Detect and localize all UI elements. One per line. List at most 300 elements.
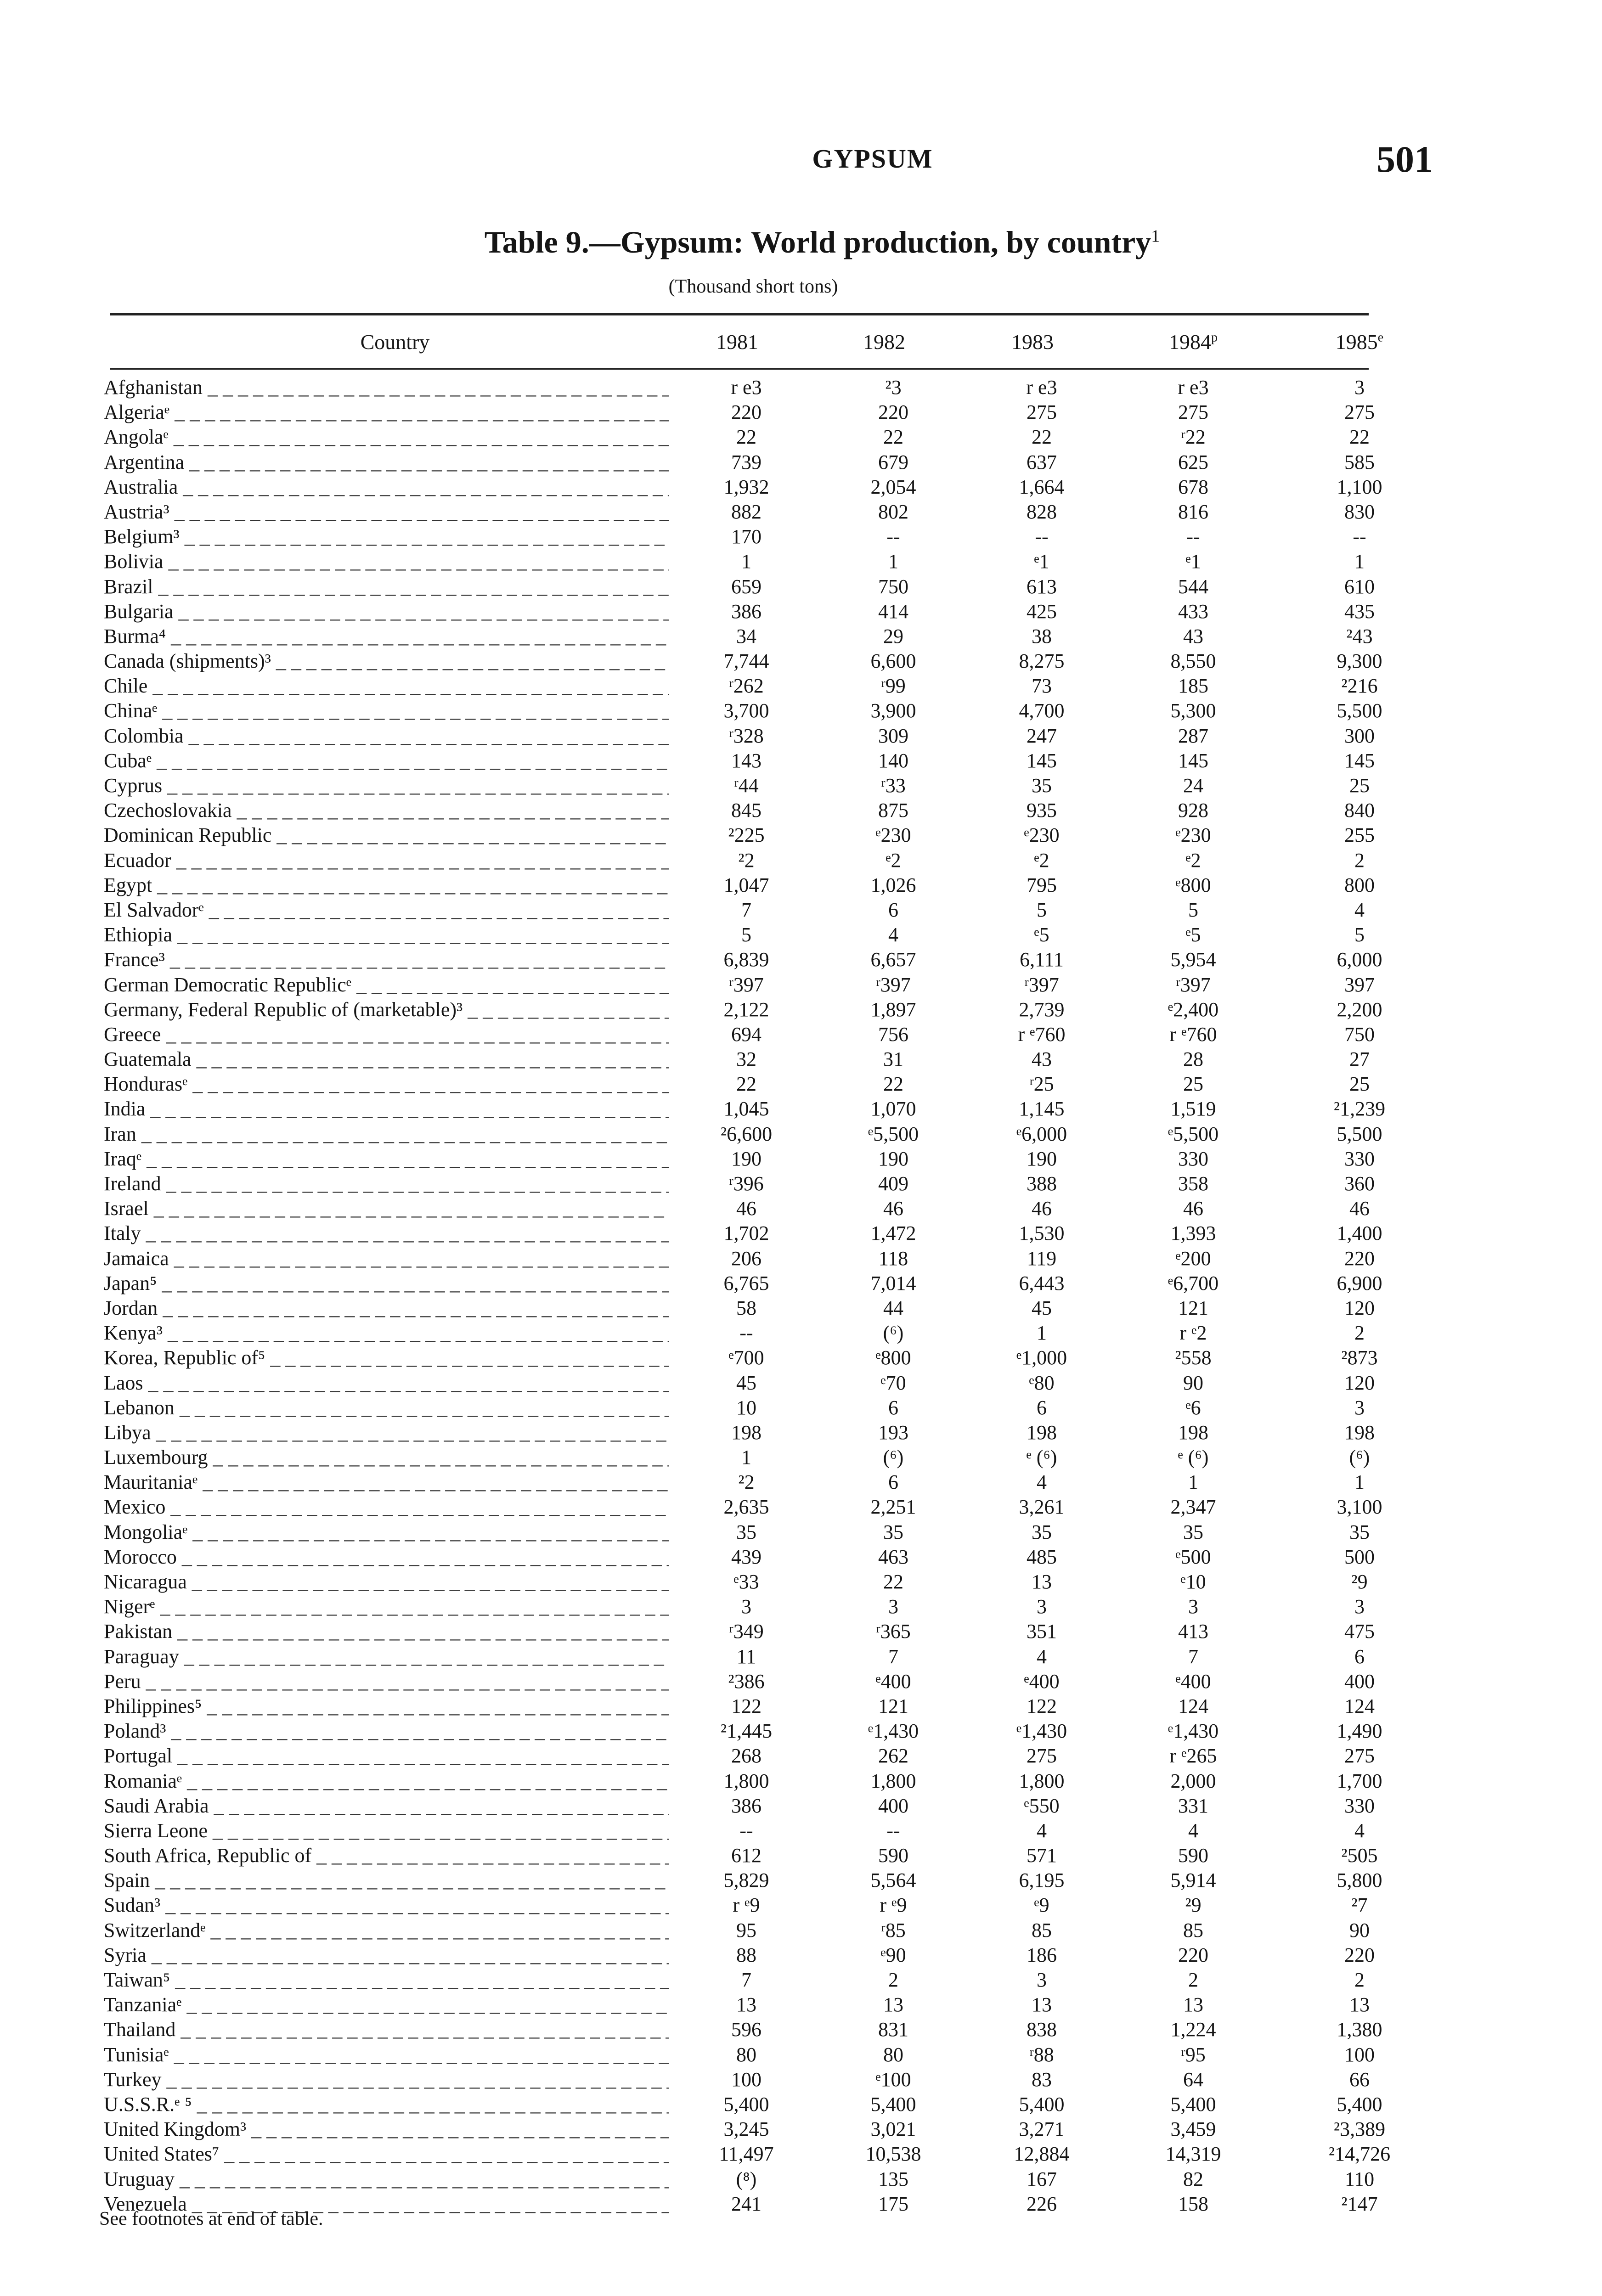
country-name: Germany, Federal Republic of (marketable)³ _ _ _ — [104, 998, 669, 1021]
value-cell: 6,600 — [870, 650, 916, 673]
value-cell: 6 — [1354, 1645, 1365, 1668]
value-cell: 4 — [888, 923, 898, 946]
country-name: France³ _ _ _ — [104, 948, 669, 971]
table-row — [0, 1744, 1602, 1769]
value-cell: 1,026 — [870, 873, 916, 896]
value-cell: ²3 — [885, 376, 902, 399]
table-row — [0, 400, 1602, 425]
value-cell: 2,635 — [723, 1496, 769, 1519]
value-cell: 25 — [1349, 1073, 1370, 1096]
value-cell: ᵉ230 — [1024, 824, 1060, 847]
value-cell: 1,400 — [1337, 1222, 1382, 1245]
table-row — [0, 799, 1602, 823]
value-cell: 5,400 — [870, 2093, 916, 2116]
value-cell: 750 — [1344, 1023, 1375, 1046]
value-cell: ʳ365 — [876, 1620, 911, 1643]
country-name: Pakistan _ _ _ — [104, 1620, 669, 1643]
value-cell: 35 — [883, 1520, 903, 1543]
value-cell: ʳ397 — [1024, 973, 1059, 996]
value-cell: r ᵉ2 — [1179, 1322, 1207, 1345]
value-cell: ²225 — [728, 824, 765, 847]
value-cell: 275 — [1027, 1745, 1057, 1767]
value-cell: 85 — [1032, 1919, 1052, 1941]
table-row — [0, 1272, 1602, 1296]
value-cell: 1,664 — [1019, 475, 1065, 498]
value-cell: 241 — [731, 2192, 762, 2215]
table-row — [0, 1047, 1602, 1072]
value-cell: 13 — [1032, 1570, 1052, 1593]
value-cell: 45 — [736, 1371, 756, 1394]
value-cell: ᵉ1,430 — [868, 1720, 919, 1743]
value-cell: (⁶) — [883, 1322, 904, 1345]
value-cell: ᵉ5 — [1034, 923, 1049, 946]
value-cell: 13 — [1183, 1993, 1203, 2016]
value-cell: 120 — [1344, 1296, 1375, 1319]
country-name: India _ _ _ — [104, 1097, 669, 1120]
value-cell: 1,490 — [1337, 1720, 1382, 1743]
country-name: Algeriaᵉ _ _ _ — [104, 400, 669, 424]
value-cell: 1,530 — [1019, 1222, 1065, 1245]
value-cell: 3,271 — [1019, 2118, 1065, 2141]
value-cell: 4 — [1037, 1819, 1047, 1842]
value-cell: 198 — [731, 1421, 762, 1444]
value-cell: 1,100 — [1337, 475, 1382, 498]
value-cell: 1,472 — [870, 1222, 916, 1245]
value-cell: 838 — [1027, 2018, 1057, 2041]
value-cell: 6,839 — [723, 948, 769, 971]
value-cell: ²6,600 — [720, 1122, 773, 1145]
value-cell: ʳ396 — [729, 1172, 764, 1195]
value-cell: 433 — [1178, 600, 1208, 623]
value-cell: ʳ397 — [876, 973, 911, 996]
value-cell: 1,932 — [723, 475, 769, 498]
value-cell: 5,954 — [1170, 948, 1216, 971]
column-header-1981: 1981 — [716, 330, 758, 354]
value-cell: 7,744 — [723, 650, 769, 673]
table-row — [0, 2068, 1602, 2093]
country-name: Chinaᵉ _ _ _ — [104, 699, 669, 722]
value-cell: 43 — [1183, 625, 1203, 647]
table-row — [0, 1197, 1602, 1221]
table-row — [0, 1819, 1602, 1844]
value-cell: 5,400 — [1019, 2093, 1065, 2116]
value-cell: 2,200 — [1337, 998, 1382, 1021]
country-name: Chile _ _ _ — [104, 674, 669, 698]
value-cell: 500 — [1344, 1545, 1375, 1568]
country-name: Jamaica _ _ _ — [104, 1247, 669, 1270]
country-name: Taiwan⁵ _ _ _ — [104, 1968, 669, 1992]
country-name: Jordan _ _ _ — [104, 1296, 669, 1320]
table-row — [0, 1670, 1602, 1694]
value-cell: ᵉ550 — [1024, 1794, 1060, 1817]
value-cell: 90 — [1349, 1919, 1370, 1941]
value-cell: 5 — [741, 923, 751, 946]
value-cell: 35 — [1183, 1520, 1203, 1543]
table-row — [0, 1645, 1602, 1670]
table-top-rule — [110, 313, 1369, 315]
table-row — [0, 450, 1602, 475]
value-cell: 22 — [883, 426, 903, 449]
country-name: Canada (shipments)³ _ _ _ — [104, 649, 669, 673]
table-body — [0, 376, 1602, 2217]
value-cell: ²558 — [1175, 1346, 1212, 1369]
table-row — [0, 973, 1602, 998]
value-cell: ᵉ2 — [1185, 849, 1201, 872]
country-name: Syria _ _ _ — [104, 1943, 669, 1967]
value-cell: 386 — [731, 600, 762, 623]
value-cell: 22 — [736, 426, 756, 449]
value-cell: ʳ85 — [881, 1919, 906, 1941]
value-cell: 625 — [1178, 450, 1208, 473]
value-cell: 439 — [731, 1545, 762, 1568]
value-cell: 750 — [878, 575, 908, 598]
value-cell: 29 — [883, 625, 903, 647]
value-cell: r e3 — [731, 376, 762, 399]
value-cell: 637 — [1027, 450, 1057, 473]
country-name: Colombia _ _ _ — [104, 724, 669, 748]
value-cell: 679 — [878, 450, 908, 473]
table-row — [0, 1993, 1602, 2018]
country-name: Austria³ _ _ _ — [104, 500, 669, 523]
table-row — [0, 674, 1602, 699]
value-cell: 386 — [731, 1794, 762, 1817]
value-cell: 613 — [1027, 575, 1057, 598]
value-cell: 5 — [1037, 898, 1047, 921]
value-cell: -- — [1035, 525, 1049, 548]
value-cell: 397 — [1344, 973, 1375, 996]
value-cell: 3,245 — [723, 2118, 769, 2141]
table-row — [0, 575, 1602, 600]
value-cell: 2,251 — [870, 1496, 916, 1519]
value-cell: 135 — [878, 2167, 908, 2190]
value-cell: 1,800 — [1019, 1769, 1065, 1792]
country-name: El Salvadorᵉ _ _ _ — [104, 898, 669, 922]
value-cell: 10 — [736, 1396, 756, 1419]
table-row — [0, 1247, 1602, 1272]
value-cell: 124 — [1178, 1694, 1208, 1717]
value-cell: 816 — [1178, 500, 1208, 523]
value-cell: ʳ25 — [1029, 1073, 1054, 1096]
value-cell: ᵉ5,500 — [1168, 1122, 1219, 1145]
value-cell: ²2 — [738, 1471, 755, 1494]
table-row — [0, 425, 1602, 450]
table-row — [0, 525, 1602, 550]
value-cell: ²3,389 — [1333, 2118, 1386, 2141]
value-cell: 4,700 — [1019, 699, 1065, 722]
value-cell: 3 — [1354, 1396, 1365, 1419]
value-cell: 2,347 — [1170, 1496, 1216, 1519]
value-cell: 1,045 — [723, 1097, 769, 1120]
value-cell: 800 — [1344, 873, 1375, 896]
value-cell: 22 — [736, 1073, 756, 1096]
country-name: Brazil _ _ _ — [104, 575, 669, 598]
value-cell: ʳ99 — [881, 675, 906, 698]
value-cell: 795 — [1027, 873, 1057, 896]
value-cell: 198 — [1344, 1421, 1375, 1444]
table-row — [0, 1844, 1602, 1868]
value-cell: 5,400 — [723, 2093, 769, 2116]
country-name: Kenya³ _ _ _ — [104, 1321, 669, 1345]
value-cell: 22 — [1349, 426, 1370, 449]
table-row — [0, 1769, 1602, 1794]
value-cell: 5,914 — [1170, 1869, 1216, 1892]
value-cell: 2 — [1354, 1322, 1365, 1345]
country-name: Romaniaᵉ _ _ _ — [104, 1769, 669, 1793]
value-cell: ʳ95 — [1181, 2043, 1206, 2066]
table-title-footnote: 1 — [1151, 226, 1160, 246]
country-name: Philippines⁵ _ _ _ — [104, 1694, 669, 1718]
value-cell: 1 — [1188, 1471, 1198, 1494]
value-cell: 596 — [731, 2018, 762, 2041]
value-cell: 1,702 — [723, 1222, 769, 1245]
country-name: Cyprus _ _ _ — [104, 774, 669, 797]
value-cell: 875 — [878, 799, 908, 822]
value-cell: ᵉ400 — [875, 1670, 911, 1693]
value-cell: 35 — [1032, 774, 1052, 797]
value-cell: 90 — [1183, 1371, 1203, 1394]
value-cell: ᵉ5 — [1185, 923, 1201, 946]
value-cell: 6,900 — [1337, 1272, 1382, 1294]
value-cell: 571 — [1027, 1844, 1057, 1867]
table-row — [0, 898, 1602, 923]
value-cell: 2 — [1188, 1969, 1198, 1991]
value-cell: 1,224 — [1170, 2018, 1216, 2041]
value-cell: 5,800 — [1337, 1869, 1382, 1892]
value-cell: 190 — [878, 1147, 908, 1170]
country-name: Uruguay _ _ _ — [104, 2167, 669, 2191]
table-row — [0, 873, 1602, 898]
value-cell: 2 — [1354, 849, 1365, 872]
value-cell: 120 — [1344, 1371, 1375, 1394]
value-cell: 1,070 — [870, 1097, 916, 1120]
table-row — [0, 2018, 1602, 2043]
value-cell: 590 — [1178, 1844, 1208, 1867]
value-cell: ᵉ5,500 — [868, 1122, 919, 1145]
value-cell: 1 — [1037, 1322, 1047, 1345]
value-cell: 64 — [1183, 2068, 1203, 2091]
value-cell: 220 — [731, 401, 762, 424]
value-cell: 475 — [1344, 1620, 1375, 1643]
country-name: United Kingdom³ _ _ _ — [104, 2117, 669, 2141]
value-cell: 7,014 — [870, 1272, 916, 1294]
country-name: Mauritaniaᵉ _ _ _ — [104, 1470, 669, 1494]
value-cell: 7 — [888, 1645, 898, 1668]
value-cell: 158 — [1178, 2192, 1208, 2215]
table-row — [0, 1147, 1602, 1172]
value-cell: ᵉ1,000 — [1016, 1346, 1067, 1369]
value-cell: 830 — [1344, 500, 1375, 523]
value-cell: 14,319 — [1165, 2143, 1221, 2166]
value-cell: 262 — [878, 1745, 908, 1767]
value-cell: 6 — [1037, 1396, 1047, 1419]
value-cell: ᵉ500 — [1175, 1545, 1211, 1568]
table-row — [0, 2142, 1602, 2167]
value-cell: 330 — [1344, 1794, 1375, 1817]
value-cell: 11 — [736, 1645, 756, 1668]
country-name: Afghanistan _ _ _ — [104, 376, 669, 399]
value-cell: 122 — [1027, 1694, 1057, 1717]
value-cell: 351 — [1027, 1620, 1057, 1643]
value-cell: -- — [1186, 525, 1200, 548]
value-cell: 44 — [883, 1296, 903, 1319]
value-cell: ʳ22 — [1181, 426, 1206, 449]
value-cell: 612 — [731, 1844, 762, 1867]
value-cell: 140 — [878, 749, 908, 772]
value-cell: 610 — [1344, 575, 1375, 598]
table-row — [0, 948, 1602, 973]
value-cell: 882 — [731, 500, 762, 523]
value-cell: ʳ33 — [881, 774, 906, 797]
value-cell: 2 — [1354, 1969, 1365, 1991]
value-cell: 1,393 — [1170, 1222, 1216, 1245]
value-cell: 145 — [1344, 749, 1375, 772]
value-cell: r ᵉ265 — [1169, 1745, 1217, 1767]
value-cell: ᵉ6 — [1185, 1396, 1201, 1419]
value-cell: 80 — [883, 2043, 903, 2066]
value-cell: 13 — [1349, 1993, 1370, 2016]
value-cell: 6 — [888, 898, 898, 921]
country-name: Dominican Republic _ _ _ — [104, 823, 669, 847]
value-cell: 828 — [1027, 500, 1057, 523]
table-row — [0, 749, 1602, 774]
value-cell: ²9 — [1185, 1894, 1202, 1917]
value-cell: 186 — [1027, 1943, 1057, 1966]
value-cell: ²9 — [1351, 1570, 1368, 1593]
value-cell: (⁶) — [1349, 1446, 1370, 1469]
value-cell: ʳ328 — [729, 724, 764, 747]
country-name: German Democratic Republicᵉ _ _ _ — [104, 973, 669, 996]
value-cell: 3,900 — [870, 699, 916, 722]
value-cell: 46 — [1183, 1197, 1203, 1220]
table-row — [0, 1097, 1602, 1122]
value-cell: 5,500 — [1337, 699, 1382, 722]
table-row — [0, 500, 1602, 525]
value-cell: 1,380 — [1337, 2018, 1382, 2041]
value-cell: 193 — [878, 1421, 908, 1444]
value-cell: -- — [739, 1819, 753, 1842]
country-name: Australia _ _ _ — [104, 475, 669, 499]
value-cell: 7 — [741, 1969, 751, 1991]
value-cell: 1,519 — [1170, 1097, 1216, 1120]
country-name: Bulgaria _ _ _ — [104, 600, 669, 623]
value-cell: 5 — [1354, 923, 1365, 946]
value-cell: ᵉ1,430 — [1016, 1720, 1067, 1743]
table-row — [0, 923, 1602, 948]
value-cell: 2,122 — [723, 998, 769, 1021]
value-cell: ᵉ10 — [1180, 1570, 1206, 1593]
table-row — [0, 849, 1602, 873]
country-name: Morocco _ _ _ — [104, 1545, 669, 1569]
value-cell: 802 — [878, 500, 908, 523]
value-cell: 6,443 — [1019, 1272, 1065, 1294]
value-cell: 413 — [1178, 1620, 1208, 1643]
table-row — [0, 1371, 1602, 1396]
country-name: Saudi Arabia _ _ _ — [104, 1794, 669, 1818]
value-cell: 3 — [1037, 1969, 1047, 1991]
value-cell: 840 — [1344, 799, 1375, 822]
value-cell: ᵉ1 — [1185, 550, 1201, 573]
value-cell: ᵉ (⁶) — [1178, 1446, 1209, 1469]
table-footer-note: See footnotes at end of table. — [99, 2208, 323, 2229]
value-cell: 5 — [1188, 898, 1198, 921]
value-cell: 58 — [736, 1296, 756, 1319]
table-title-text: Table 9.—Gypsum: World production, by country — [484, 225, 1151, 259]
value-cell: 32 — [736, 1048, 756, 1071]
table-row — [0, 1172, 1602, 1197]
country-name: Iraqᵉ _ _ _ — [104, 1147, 669, 1171]
country-name: Sudan³ _ _ _ — [104, 1893, 669, 1917]
country-name: Spain _ _ _ — [104, 1868, 669, 1892]
table-row — [0, 1968, 1602, 1993]
value-cell: ²43 — [1346, 625, 1373, 647]
value-cell: ᵉ6,000 — [1016, 1122, 1067, 1145]
value-cell: r e3 — [1178, 376, 1209, 399]
value-cell: 3 — [1188, 1595, 1198, 1618]
table-row — [0, 1694, 1602, 1719]
value-cell: 585 — [1344, 450, 1375, 473]
value-cell: 388 — [1027, 1172, 1057, 1195]
country-name: Belgium³ _ _ _ — [104, 525, 669, 548]
value-cell: ʳ349 — [729, 1620, 764, 1643]
column-header-1985: 1985e — [1335, 330, 1384, 354]
value-cell: 24 — [1183, 774, 1203, 797]
country-name: Korea, Republic of⁵ _ _ _ — [104, 1346, 669, 1369]
value-cell: ᵉ2 — [1034, 849, 1049, 872]
value-cell: 220 — [1344, 1943, 1375, 1966]
value-cell: 1,700 — [1337, 1769, 1382, 1792]
value-cell: 45 — [1032, 1296, 1052, 1319]
value-cell: ʳ397 — [1176, 973, 1211, 996]
value-cell: 5,400 — [1170, 2093, 1216, 2116]
country-name: Egypt _ _ _ — [104, 873, 669, 897]
country-name: Turkey _ _ _ — [104, 2068, 669, 2091]
table-row — [0, 1023, 1602, 1047]
table-units: (Thousand short tons) — [668, 276, 838, 297]
value-cell: 1,897 — [870, 998, 916, 1021]
value-cell: 309 — [878, 724, 908, 747]
value-cell: 124 — [1344, 1694, 1375, 1717]
value-cell: 6,657 — [870, 948, 916, 971]
table-row — [0, 823, 1602, 848]
column-header-1982: 1982 — [863, 330, 905, 354]
country-name: Hondurasᵉ _ _ _ — [104, 1072, 669, 1096]
value-cell: 190 — [1027, 1147, 1057, 1170]
value-cell: 3 — [1354, 1595, 1365, 1618]
value-cell: 485 — [1027, 1545, 1057, 1568]
value-cell: 170 — [731, 525, 762, 548]
table-row — [0, 1421, 1602, 1446]
value-cell: ʳ88 — [1029, 2043, 1054, 2066]
value-cell: 5,300 — [1170, 699, 1216, 722]
table-row — [0, 1346, 1602, 1371]
value-cell: 2,739 — [1019, 998, 1065, 1021]
table-row — [0, 1072, 1602, 1097]
table-row — [0, 550, 1602, 574]
value-cell: 13 — [883, 1993, 903, 2016]
value-cell: 206 — [731, 1247, 762, 1270]
value-cell: 35 — [736, 1520, 756, 1543]
value-cell: ʳ44 — [734, 774, 759, 797]
country-name: Poland³ _ _ _ — [104, 1719, 669, 1743]
country-name: Thailand _ _ _ — [104, 2018, 669, 2041]
value-cell: 1 — [741, 550, 751, 573]
value-cell: 73 — [1032, 675, 1052, 698]
table-row — [0, 649, 1602, 674]
table-row — [0, 1321, 1602, 1346]
value-cell: ²1,445 — [720, 1720, 773, 1743]
value-cell: 435 — [1344, 600, 1375, 623]
value-cell: 6,000 — [1337, 948, 1382, 971]
